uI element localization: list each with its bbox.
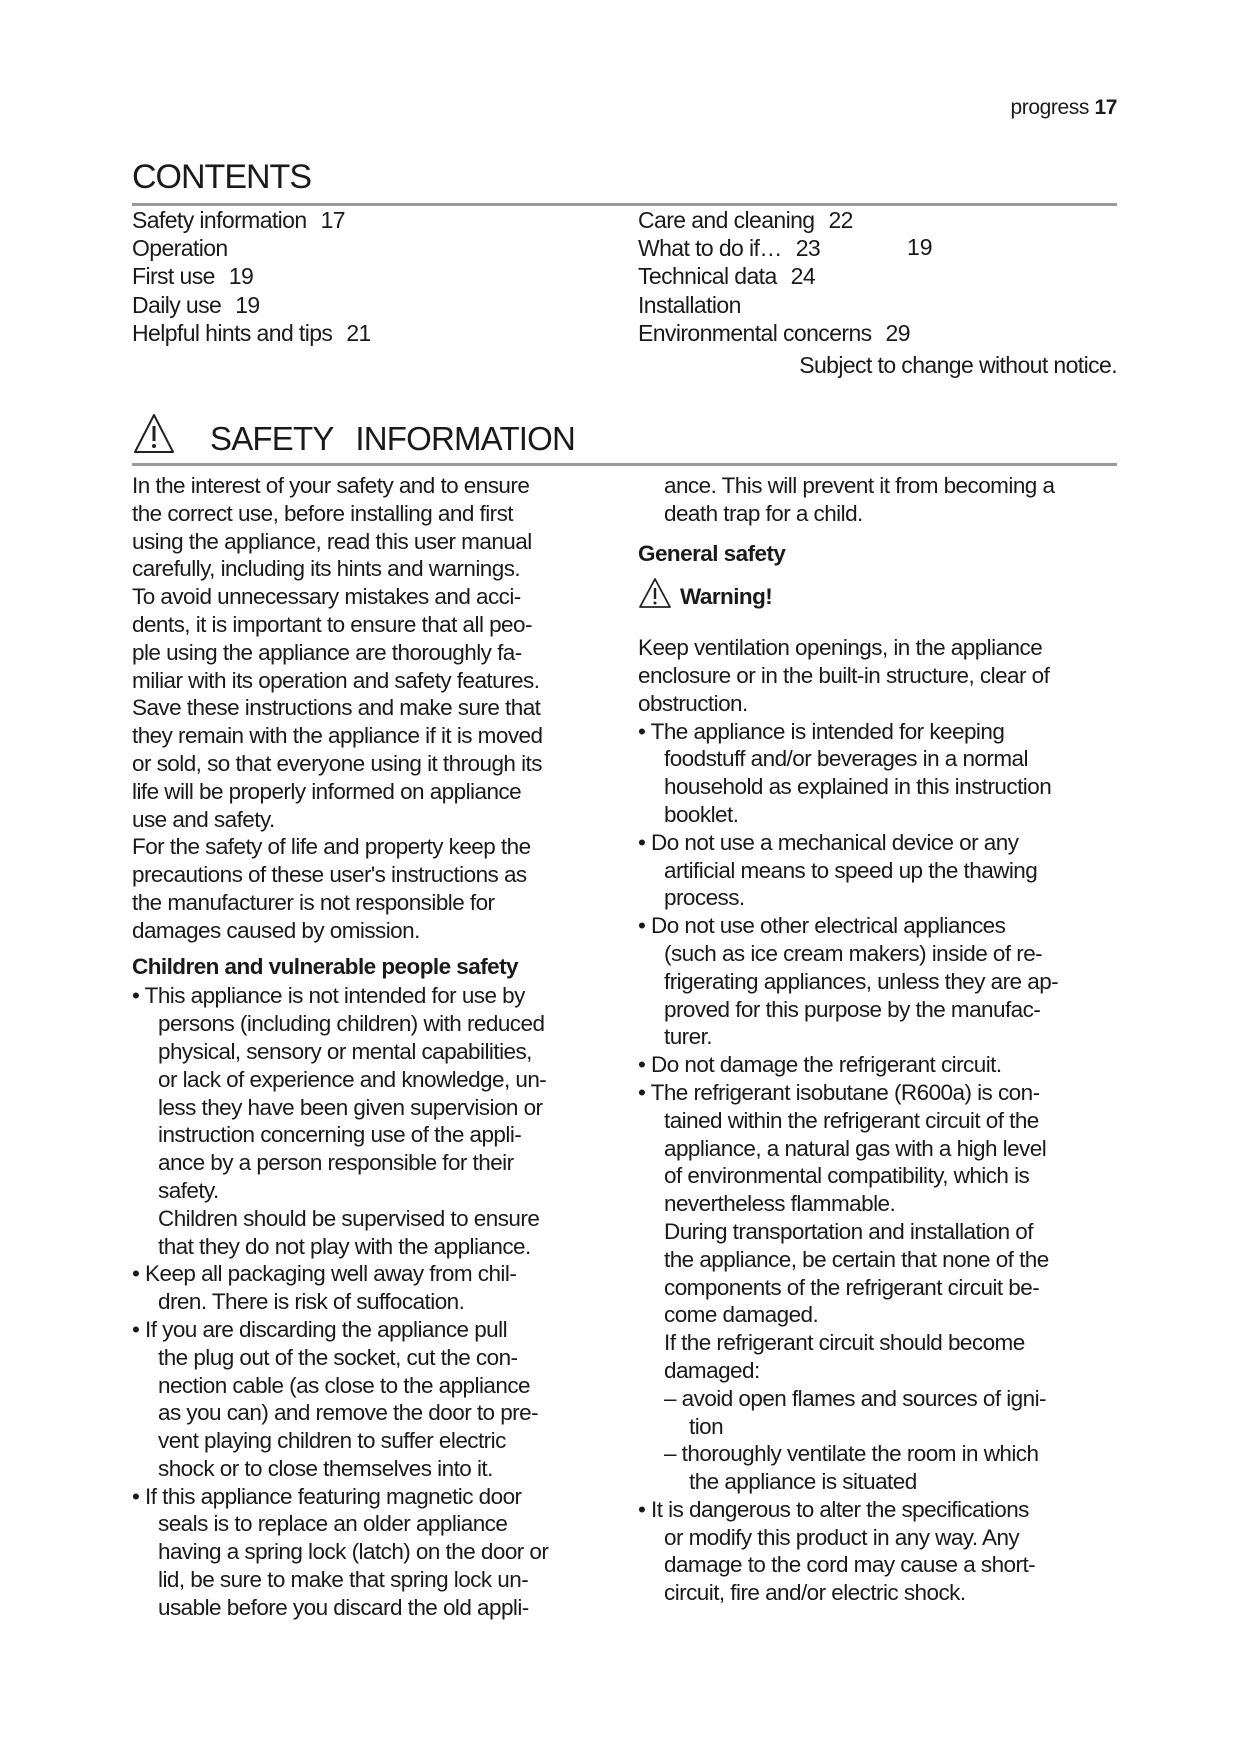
toc-page: 17 — [320, 207, 345, 233]
paragraph-line: obstruction. — [638, 690, 748, 716]
bullet-continuation: (such as ice cream makers) inside of re- — [664, 940, 1043, 966]
bullet-item: • If this appliance featuring magnetic door — [132, 1483, 522, 1509]
bullet-continuation: the plug out of the socket, cut the con- — [158, 1344, 518, 1370]
bullet-continuation: foodstuff and/or beverages in a normal — [664, 746, 1028, 772]
bullet-continuation: physical, sensory or mental capabilities, — [158, 1038, 532, 1064]
bullet-item: • This appliance is not intended for use by — [132, 983, 525, 1009]
paragraph-line: the manufacturer is not responsible for — [132, 889, 495, 915]
bullet-continuation: lid, be sure to make that spring lock un- — [158, 1567, 529, 1593]
section-heading: General safety — [638, 540, 786, 566]
bullet-continuation: circuit, fire and/or electric shock. — [664, 1580, 966, 1606]
toc-entry — [638, 291, 910, 319]
toc-page: 22 — [828, 207, 853, 233]
bullet-continuation: seals is to replace an older appliance — [158, 1511, 508, 1537]
toc-entry — [638, 206, 910, 234]
bullet-continuation: or lack of experience and knowledge, un- — [158, 1066, 547, 1092]
bullet-item: • It is dangerous to alter the specifications — [638, 1496, 1029, 1522]
bullet-item: • If you are discarding the appliance pull — [132, 1316, 508, 1342]
paragraph-line: the correct use, before installing and first — [132, 500, 514, 526]
safety-left-column — [132, 472, 622, 1622]
toc-entry — [132, 319, 371, 347]
bullet-item: • The refrigerant isobutane (R600a) is con- — [638, 1079, 1040, 1105]
toc-label: What to do if… — [638, 235, 782, 262]
bullet-continuation: nevertheless flammable. — [664, 1191, 896, 1217]
paragraph-line: carefully, including its hints and warnings. — [132, 556, 521, 582]
bullet-continuation: dren. There is risk of suffocation. — [158, 1289, 465, 1315]
contents-heading: CONTENTS — [132, 158, 311, 196]
bullet-continuation: persons (including children) with reduced — [158, 1011, 545, 1037]
bullet-continuation: nection cable (as close to the appliance — [158, 1372, 531, 1398]
warning-triangle-icon — [638, 577, 672, 616]
bullet-continuation: process. — [664, 885, 745, 911]
paragraph-line: use and safety. — [132, 806, 275, 832]
toc-label: Helpful hints and tips — [132, 319, 333, 346]
bullet-continuation: the appliance, be certain that none of the — [664, 1246, 1049, 1272]
bullet-item: • Do not damage the refrigerant circuit. — [638, 1052, 1002, 1078]
paragraph-line: Keep ventilation openings, in the appliance — [638, 635, 1043, 661]
toc-page: 19 — [235, 291, 260, 318]
toc-label: Installation — [638, 291, 741, 318]
paragraph-line: damages caused by omission. — [132, 917, 420, 943]
toc-page: 23 — [795, 235, 821, 262]
bullet-continuation: booklet. — [664, 801, 739, 827]
safety-heading: SAFETY INFORMATION — [210, 420, 576, 457]
bullet-item: • The appliance is intended for keeping — [638, 718, 1005, 744]
bullet-continuation: proved for this purpose by the manufac- — [664, 996, 1041, 1022]
bullet-continuation: ance by a person responsible for their — [158, 1150, 514, 1176]
dash-item: – thoroughly ventilate the room in which — [664, 1441, 1039, 1467]
bullet-continuation: shock or to close themselves into it. — [158, 1455, 493, 1481]
toc-page: 21 — [346, 319, 371, 346]
bullet-continuation: come damaged. — [664, 1302, 819, 1328]
bullet-continuation: During transportation and installation of — [664, 1218, 1033, 1244]
dash-continuation: tion — [689, 1413, 724, 1439]
bullet-item: • Keep all packaging well away from chil- — [132, 1261, 517, 1287]
bullet-continuation: Children should be supervised to ensure — [158, 1205, 540, 1231]
paragraph-line: death trap for a child. — [664, 500, 863, 526]
bullet-item: • Do not use a mechanical device or any — [638, 829, 1019, 855]
toc-entry — [132, 262, 371, 290]
paragraph-line: Save these instructions and make sure that — [132, 695, 541, 721]
toc-left-column — [132, 206, 371, 347]
toc-label: Environmental concerns — [638, 319, 872, 346]
bullet-continuation: damaged: — [664, 1357, 760, 1383]
brand-name: progress — [1010, 96, 1089, 119]
bullet-continuation: household as explained in this instruction — [664, 774, 1052, 800]
warning-text: Warning! — [680, 583, 773, 609]
dash-continuation: the appliance is situated — [689, 1469, 917, 1495]
bullet-continuation: instruction concerning use of the appli- — [158, 1122, 522, 1148]
bullet-continuation: tained within the refrigerant circuit of the — [664, 1107, 1039, 1133]
bullet-continuation: damage to the cord may cause a short- — [664, 1552, 1036, 1578]
warning-triangle-icon — [132, 412, 176, 461]
bullet-continuation: safety. — [158, 1177, 219, 1203]
bullet-continuation: that they do not play with the appliance. — [158, 1233, 531, 1259]
safety-divider — [132, 463, 1117, 466]
bullet-continuation: components of the refrigerant circuit be- — [664, 1274, 1040, 1300]
bullet-continuation: If the refrigerant circuit should become — [664, 1330, 1025, 1356]
toc-entry — [132, 234, 371, 262]
bullet-continuation: turer. — [664, 1024, 712, 1050]
paragraph-line: they remain with the appliance if it is moved — [132, 723, 543, 749]
page-header — [1010, 96, 1117, 120]
warning-label — [638, 577, 1128, 616]
stray-page-number: 19 — [907, 234, 933, 260]
paragraph-line: To avoid unnecessary mistakes and acci- — [132, 584, 521, 610]
paragraph-line: precautions of these user's instructions as — [132, 862, 527, 888]
paragraph-line: miliar with its operation and safety features. — [132, 667, 540, 693]
toc-entry — [132, 291, 371, 319]
toc-label: Operation — [132, 235, 228, 262]
paragraph-line: In the interest of your safety and to ensure — [132, 473, 530, 498]
toc-label: Safety information — [132, 207, 307, 233]
dash-item: – avoid open flames and sources of igni- — [664, 1385, 1046, 1411]
paragraph-line: dents, it is important to ensure that all peo- — [132, 611, 532, 637]
paragraph-line: ance. This will prevent it from becoming a — [664, 473, 1055, 498]
toc-page: 24 — [790, 263, 816, 290]
bullet-continuation: as you can) and remove the door to pre- — [158, 1400, 539, 1426]
bullet-continuation: or modify this product in any way. Any — [664, 1524, 1020, 1550]
toc-label: Technical data — [638, 263, 777, 290]
bullet-continuation: less they have been given supervision or — [158, 1094, 543, 1120]
paragraph-line: For the safety of life and property keep the — [132, 834, 531, 860]
bullet-continuation: having a spring lock (latch) on the door or — [158, 1539, 549, 1565]
section-heading: Children and vulnerable people safety — [132, 953, 519, 979]
toc-entry — [638, 262, 910, 290]
toc-right-column — [638, 206, 910, 347]
bullet-continuation: artificial means to speed up the thawing — [664, 857, 1038, 883]
bullet-continuation: vent playing children to suffer electric — [158, 1428, 506, 1454]
paragraph-line: life will be properly informed on appliance — [132, 778, 522, 804]
toc-label: Care and cleaning — [638, 207, 815, 233]
paragraph-line: or sold, so that everyone using it through its — [132, 750, 542, 776]
page-number: 17 — [1094, 96, 1117, 119]
toc-entry — [638, 234, 910, 262]
bullet-continuation: of environmental compatibility, which is — [664, 1163, 1030, 1189]
bullet-continuation: appliance, a natural gas with a high level — [664, 1135, 1047, 1161]
bullet-item: • Do not use other electrical appliances — [638, 913, 1006, 939]
toc-label: First use — [132, 263, 215, 290]
paragraph-line: enclosure or in the built-in structure, clear of — [638, 662, 1050, 688]
bullet-continuation: frigerating appliances, unless they are ap- — [664, 968, 1059, 994]
toc-entry — [638, 319, 910, 347]
toc-label: Daily use — [132, 291, 222, 318]
paragraph-line: ple using the appliance are thoroughly fa- — [132, 639, 522, 665]
toc-page: 19 — [228, 263, 254, 290]
change-notice: Subject to change without notice. — [799, 352, 1117, 378]
toc-entry — [132, 206, 371, 234]
safety-right-column — [638, 472, 1128, 1607]
bullet-continuation: usable before you discard the old appli- — [158, 1594, 529, 1620]
toc-page: 29 — [885, 319, 910, 346]
paragraph-line: using the appliance, read this user manual — [132, 528, 532, 554]
